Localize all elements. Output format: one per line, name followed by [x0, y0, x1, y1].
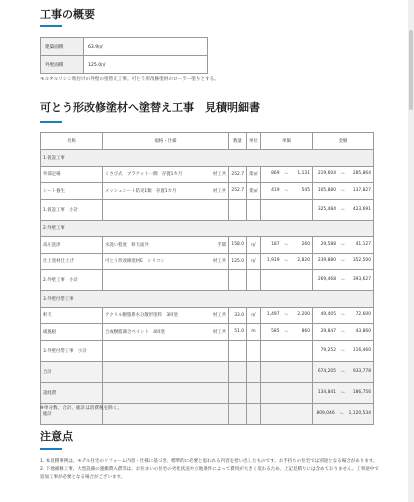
item-spec-wrap: [105, 188, 226, 194]
category-row: [41, 220, 374, 237]
item-amount-min: 219,604: [317, 171, 336, 177]
item-amount: [313, 324, 374, 341]
line-item-row: [41, 324, 374, 341]
item-amount: [313, 166, 374, 183]
total-amount-range: [315, 411, 371, 417]
subtotal-amount-max: 393,627: [352, 277, 371, 282]
subtotal-label: 1.仮設工事 小計: [41, 199, 103, 220]
empty-cell: [229, 270, 247, 291]
empty-cell: [261, 403, 313, 424]
item-spec: [103, 237, 229, 254]
overview-title: 工事の概要: [40, 8, 95, 21]
item-amount: [313, 183, 374, 200]
item-kind: 材工共: [212, 259, 226, 265]
item-price-range: [263, 188, 310, 194]
item-name: 破風板: [41, 324, 103, 341]
item-price-max: 2,820: [297, 258, 310, 264]
item-spec-wrap: [105, 312, 226, 318]
empty-cell: [247, 270, 261, 291]
item-kind: 材工共: [212, 329, 226, 335]
subtotal-amount-min: 325,484: [317, 206, 336, 212]
range-tilde: ～: [284, 259, 289, 265]
item-price: [261, 307, 313, 324]
item-kind: 材工共: [212, 313, 226, 319]
subtotal-amount-min: 79,252: [320, 347, 336, 353]
subtotal-label: 3.外壁付帯工事 小計: [41, 340, 103, 361]
item-spec: [103, 183, 229, 200]
estimate-header-row: [41, 133, 374, 150]
overview-note: モルタルリシン吹付けの外壁の塗替え工事。可とう形改修塗材のローラー塗りとする。: [40, 77, 219, 82]
empty-cell: [247, 199, 261, 220]
item-amount-range: [315, 171, 371, 177]
estimate-title: 可とう形改修塗材へ塗替え工事 見積明細書: [40, 101, 260, 114]
subtotal-row: [41, 340, 374, 361]
line-item-row: [41, 253, 374, 270]
overview-label: 建築面積: [41, 38, 84, 56]
empty-cell: [103, 382, 229, 403]
empty-cell: [261, 382, 313, 403]
estimate-body: [41, 150, 374, 425]
empty-cell: [247, 403, 261, 424]
cautions-title: 注意点: [40, 430, 73, 443]
empty-cell: [229, 382, 247, 403]
item-price-min: 1,919: [266, 258, 280, 264]
item-price-min: 419: [271, 187, 280, 193]
item-spec: [103, 253, 229, 270]
item-spec-text: 水洗い程度 軒天面共: [105, 242, 149, 248]
total-amount-max: 186,756: [352, 389, 371, 395]
header-spec: 規格・仕様: [103, 133, 229, 150]
item-name: シート養生: [41, 183, 103, 200]
item-price: [261, 324, 313, 341]
item-qty: 125.0: [229, 253, 247, 270]
item-amount-range: [315, 258, 371, 264]
item-spec-text: 可とう形改修塗材E シリコン: [105, 259, 165, 265]
total-label: 合計: [41, 361, 103, 382]
range-tilde: ～: [340, 259, 346, 265]
item-price-max: 860: [301, 328, 310, 334]
item-amount-max: 137,827: [352, 187, 371, 193]
item-spec-text: メッシュシート防炎1類 存置1カ月: [105, 188, 177, 194]
total-amount-range: [315, 369, 371, 375]
empty-cell: [261, 270, 313, 291]
item-kind: 手間: [217, 242, 226, 248]
item-price-range: [263, 242, 310, 248]
item-name: 仕上塗材仕上げ: [41, 253, 103, 270]
item-unit: m: [247, 324, 261, 341]
range-tilde: ～: [340, 329, 346, 335]
item-amount-max: 285,864: [352, 171, 371, 177]
total-label: 総計: [41, 403, 103, 424]
empty-cell: [103, 340, 229, 361]
overview-table: [40, 37, 208, 74]
total-amount: [313, 382, 374, 403]
item-amount-range: [315, 329, 371, 335]
empty-cell: [229, 199, 247, 220]
item-price-range: [263, 171, 310, 177]
total-amount-range: [315, 390, 371, 396]
empty-cell: [229, 361, 247, 382]
item-spec-wrap: [105, 242, 226, 248]
item-qty: 252.7: [229, 183, 247, 200]
item-amount: [313, 253, 374, 270]
range-tilde: ～: [284, 188, 289, 194]
range-tilde: ～: [284, 242, 289, 248]
item-amount-min: 49,405: [320, 312, 336, 318]
line-item-row: [41, 166, 374, 183]
item-price-range: [263, 258, 310, 264]
total-label: 諸経費: [41, 382, 103, 403]
subtotal-amount-range: [315, 207, 371, 213]
item-spec: [103, 324, 229, 341]
total-amount: [313, 403, 374, 424]
item-price-min: 869: [271, 171, 280, 177]
scrollbar[interactable]: [408, 0, 414, 502]
item-price: [261, 253, 313, 270]
item-price-range: [263, 312, 310, 318]
header-name: 名称: [41, 133, 103, 150]
item-unit: ㎡: [247, 307, 261, 324]
item-qty: 158.0: [229, 237, 247, 254]
overview-title-underline: [40, 25, 62, 27]
total-row: [41, 382, 374, 403]
empty-cell: [103, 270, 229, 291]
range-tilde: ～: [340, 313, 346, 319]
subtotal-amount: [313, 199, 374, 220]
range-tilde: ～: [340, 242, 346, 248]
line-item-row: [41, 237, 374, 254]
item-kind: 材工共: [212, 172, 226, 178]
item-amount-max: 43,860: [355, 328, 371, 334]
estimate-table: [40, 132, 374, 425]
item-price: [261, 166, 313, 183]
item-spec-wrap: [105, 329, 226, 335]
range-tilde: ～: [340, 348, 346, 354]
item-price-max: 260: [301, 241, 310, 247]
range-tilde: ～: [339, 411, 344, 417]
total-amount-max: 933,778: [352, 368, 371, 374]
subtotal-row: [41, 199, 374, 220]
range-tilde: ～: [340, 278, 346, 283]
range-tilde: ～: [340, 188, 346, 194]
item-spec: [103, 307, 229, 324]
header-qty: 数量: [229, 133, 247, 150]
item-amount-range: [315, 188, 371, 194]
item-kind: 材工共: [212, 188, 226, 194]
item-spec-text: アクリル樹脂系水分散形塗料 3回塗: [105, 313, 178, 319]
item-price: [261, 237, 313, 254]
empty-cell: [103, 199, 229, 220]
total-amount-min: 809,046: [316, 410, 335, 416]
header-unit: 単位: [247, 133, 261, 150]
item-amount: [313, 307, 374, 324]
total-amount: [313, 361, 374, 382]
subtotal-amount-range: [315, 348, 371, 354]
item-name: 高圧洗浄: [41, 237, 103, 254]
item-unit: 架㎡: [247, 166, 261, 183]
item-amount-range: [315, 242, 371, 248]
item-amount-min: 29,588: [320, 241, 336, 247]
range-tilde: ～: [340, 369, 346, 375]
subtotal-amount: [313, 340, 374, 361]
item-price-min: 585: [271, 328, 280, 334]
item-price-min: 1,497: [266, 312, 280, 318]
category-label: 2.外壁工事: [41, 220, 374, 237]
empty-cell: [261, 199, 313, 220]
item-amount-min: 105,880: [317, 187, 336, 193]
total-amount-max: 1,120,534: [348, 410, 371, 416]
category-label: 1.仮設工事: [41, 150, 374, 167]
subtotal-row: [41, 270, 374, 291]
overview-row: [41, 38, 208, 56]
item-price: [261, 183, 313, 200]
empty-cell: [261, 361, 313, 382]
subtotal-amount: [313, 270, 374, 291]
item-price-max: 2,200: [297, 312, 310, 318]
category-label: 3.外壁付帯工事: [41, 291, 374, 308]
item-unit: ㎡: [247, 253, 261, 270]
scrollbar-thumb[interactable]: [409, 30, 413, 110]
category-row: [41, 150, 374, 167]
empty-cell: [229, 403, 247, 424]
estimate-title-underline: [40, 121, 62, 123]
item-unit: ㎡: [247, 237, 261, 254]
range-tilde: ～: [284, 172, 289, 178]
item-amount-max: 41,127: [355, 241, 371, 247]
range-tilde: ～: [340, 207, 346, 213]
overview-row: [41, 56, 208, 74]
item-price-range: [263, 329, 310, 335]
range-tilde: ～: [340, 172, 346, 178]
empty-cell: [229, 340, 247, 361]
subtotal-amount-range: [315, 277, 371, 283]
cautions-list: [40, 458, 380, 481]
header-amount: 金額: [313, 133, 374, 150]
item-price-max: 545: [301, 187, 310, 193]
item-qty: 51.0: [229, 324, 247, 341]
item-spec: [103, 166, 229, 183]
item-amount-min: 29,847: [320, 328, 336, 334]
empty-cell: [247, 361, 261, 382]
total-amount-min: 674,205: [317, 368, 336, 374]
empty-cell: [261, 340, 313, 361]
empty-cell: [247, 340, 261, 361]
subtotal-amount-max: 116,460: [352, 347, 371, 353]
item-spec-text: くさび式 ブラケット一側 存置1カ月: [105, 172, 183, 178]
subtotal-amount-max: 423,691: [352, 206, 371, 212]
category-row: [41, 291, 374, 308]
item-amount-min: 239,880: [317, 258, 336, 264]
line-item-row: [41, 183, 374, 200]
line-item-row: [41, 307, 374, 324]
item-qty: 33.0: [229, 307, 247, 324]
item-amount-max: 72,600: [355, 312, 371, 318]
header-price: 単価: [261, 133, 313, 150]
overview-value: 63.9㎡: [84, 38, 208, 56]
item-name: 外部足場: [41, 166, 103, 183]
total-row: [41, 361, 374, 382]
item-spec-wrap: [105, 171, 226, 177]
item-unit: 架㎡: [247, 183, 261, 200]
item-name: 軒天: [41, 307, 103, 324]
item-price-min: 187: [271, 241, 280, 247]
item-spec-text: 合成樹脂調合ペイント 4回塗: [105, 329, 165, 335]
item-amount: [313, 237, 374, 254]
range-tilde: ～: [340, 390, 346, 396]
empty-cell: [103, 361, 229, 382]
overview-value: 125.0㎡: [84, 56, 208, 74]
estimate-note: ※単分数、合計、総計は消費税を除く。: [40, 406, 122, 411]
caution-item: 1. 本見積事例は、モデル住宅のリフォーム内容・仕様に基づき、標準的に必要と思われる内容を拾い出したものです。お手持ちの住宅では別途となる場合があります。: [40, 459, 378, 464]
item-amount-range: [315, 312, 371, 318]
subtotal-label: 2.外壁工事 小計: [41, 270, 103, 291]
range-tilde: ～: [284, 329, 289, 335]
item-price-max: 1,131: [297, 171, 310, 177]
item-qty: 252.7: [229, 166, 247, 183]
overview-label: 外壁面積: [41, 56, 84, 74]
range-tilde: ～: [284, 313, 289, 319]
item-spec-wrap: [105, 258, 226, 264]
total-amount-min: 134,841: [317, 389, 336, 395]
subtotal-amount-min: 269,468: [317, 277, 336, 282]
empty-cell: [247, 382, 261, 403]
cautions-title-underline: [40, 448, 62, 450]
item-amount-max: 352,500: [352, 258, 371, 264]
caution-item: 2. 下地補修工事、大型設備の運搬費入費等は、お住まいの住宅の劣化状況や立地条件によって費用が大きく変わるため、上記見積りには含めておりません。工事途中で追加工事が必要となる場合がございます。: [40, 466, 379, 480]
